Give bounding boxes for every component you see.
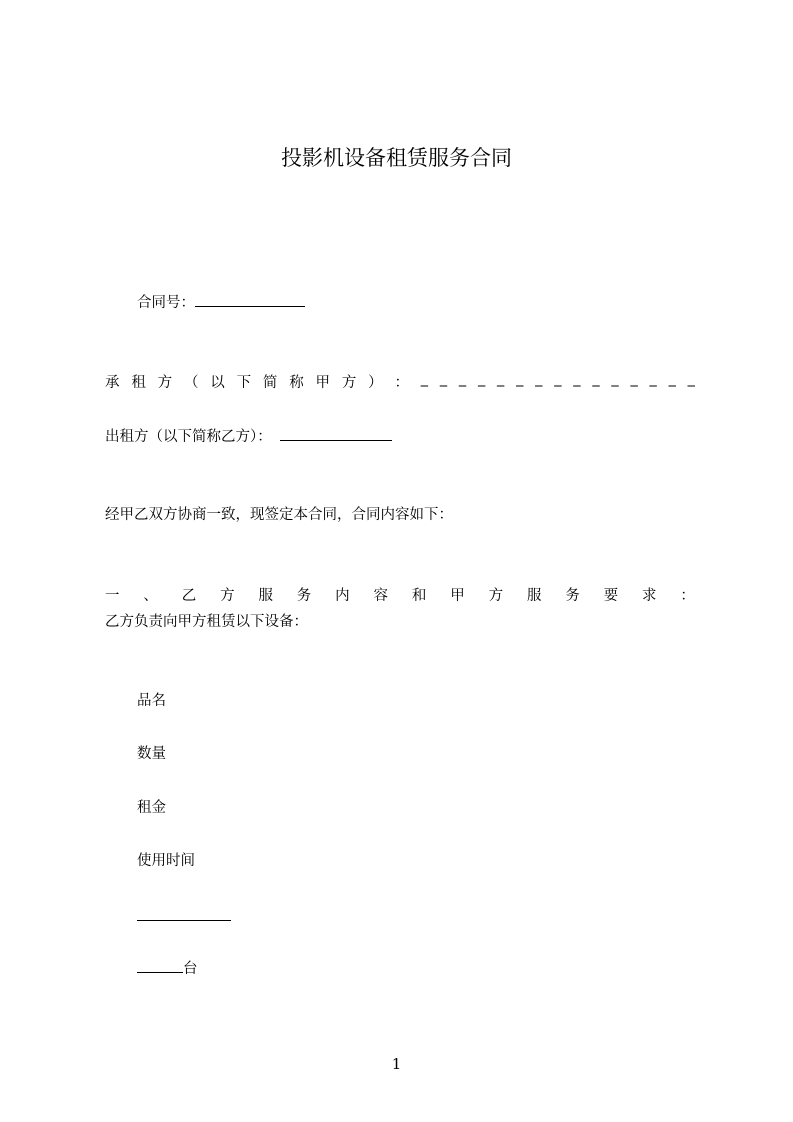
justified-char: 方 <box>220 588 235 604</box>
lessee-blank-dash: _ <box>516 371 524 387</box>
lessee-blank-dash: _ <box>554 371 562 387</box>
contract-number-blank <box>195 292 305 307</box>
justified-char: 方 <box>157 375 173 391</box>
lessee-blank-dash: _ <box>611 371 619 387</box>
justified-char: 租 <box>131 375 146 391</box>
justified-char: 务 <box>296 588 312 604</box>
justified-char: 称 <box>289 375 304 391</box>
justified-char: ： <box>394 375 409 391</box>
item-rent: 租金 <box>137 800 166 816</box>
justified-char: 求 <box>642 588 657 604</box>
lessee-blank-dash: _ <box>420 371 428 387</box>
unit-line <box>137 958 198 979</box>
justified-char: 方 <box>341 375 357 391</box>
lessee-blank-dash: _ <box>439 371 448 387</box>
unit-suffix: 台 <box>183 961 198 977</box>
justified-char: 内 <box>335 588 350 604</box>
lessee-blank-dash: _ <box>630 371 638 387</box>
justified-char: 容 <box>373 588 389 604</box>
lessor-line <box>105 426 392 447</box>
justified-char: 、 <box>143 588 158 604</box>
justified-char: （ <box>183 375 199 391</box>
page-number: 1 <box>391 1055 402 1073</box>
justified-char: 承 <box>105 375 120 391</box>
lessee-blank-dash: _ <box>535 371 543 387</box>
justified-char: 下 <box>236 375 252 391</box>
justified-char: 简 <box>262 375 278 391</box>
item-quantity: 数量 <box>137 746 166 762</box>
lessor-label: 出租方（以下简称乙方）： <box>105 429 272 445</box>
justified-char: 方 <box>488 588 504 604</box>
justified-char: 以 <box>210 375 225 391</box>
justified-char: 和 <box>411 588 427 604</box>
contract-number-line <box>137 292 305 313</box>
justified-char: 乙 <box>181 588 197 604</box>
lessor-blank <box>280 426 392 441</box>
justified-char: 要 <box>603 588 619 604</box>
justified-char: 甲 <box>450 588 465 604</box>
justified-char: 服 <box>258 588 273 604</box>
justified-char: 一 <box>105 588 120 604</box>
lessee-blank-dash: _ <box>477 371 486 387</box>
justified-char: 务 <box>565 588 580 604</box>
section1-heading <box>105 584 695 605</box>
blank-line <box>137 904 231 921</box>
document-title: 投影机设备租赁服务合同 <box>281 146 512 170</box>
contract-number-label: 合同号： <box>137 295 195 311</box>
section1-line2: 乙方负责向甲方租赁以下设备： <box>105 614 308 630</box>
lessee-blank-dash: _ <box>573 371 581 387</box>
unit-blank <box>137 958 183 973</box>
lessee-blank-dash: _ <box>668 371 676 387</box>
justified-char: ： <box>680 588 695 604</box>
lessee-blank-dash: _ <box>497 371 505 387</box>
justified-char: 服 <box>526 588 542 604</box>
lessee-blank-dash: _ <box>592 371 600 387</box>
lessee-line <box>105 371 695 392</box>
lessee-blank-dash: _ <box>687 371 695 387</box>
intro-paragraph: 经甲乙双方协商一致，现签定本合同，合同内容如下： <box>105 507 453 523</box>
item-name: 品名 <box>137 693 166 709</box>
lessee-blank-dash: _ <box>649 371 657 387</box>
justified-char: ） <box>368 375 383 391</box>
justified-char: 甲 <box>315 375 330 391</box>
lessee-blank-dash: _ <box>458 371 467 387</box>
item-usage-time: 使用时间 <box>137 853 195 869</box>
